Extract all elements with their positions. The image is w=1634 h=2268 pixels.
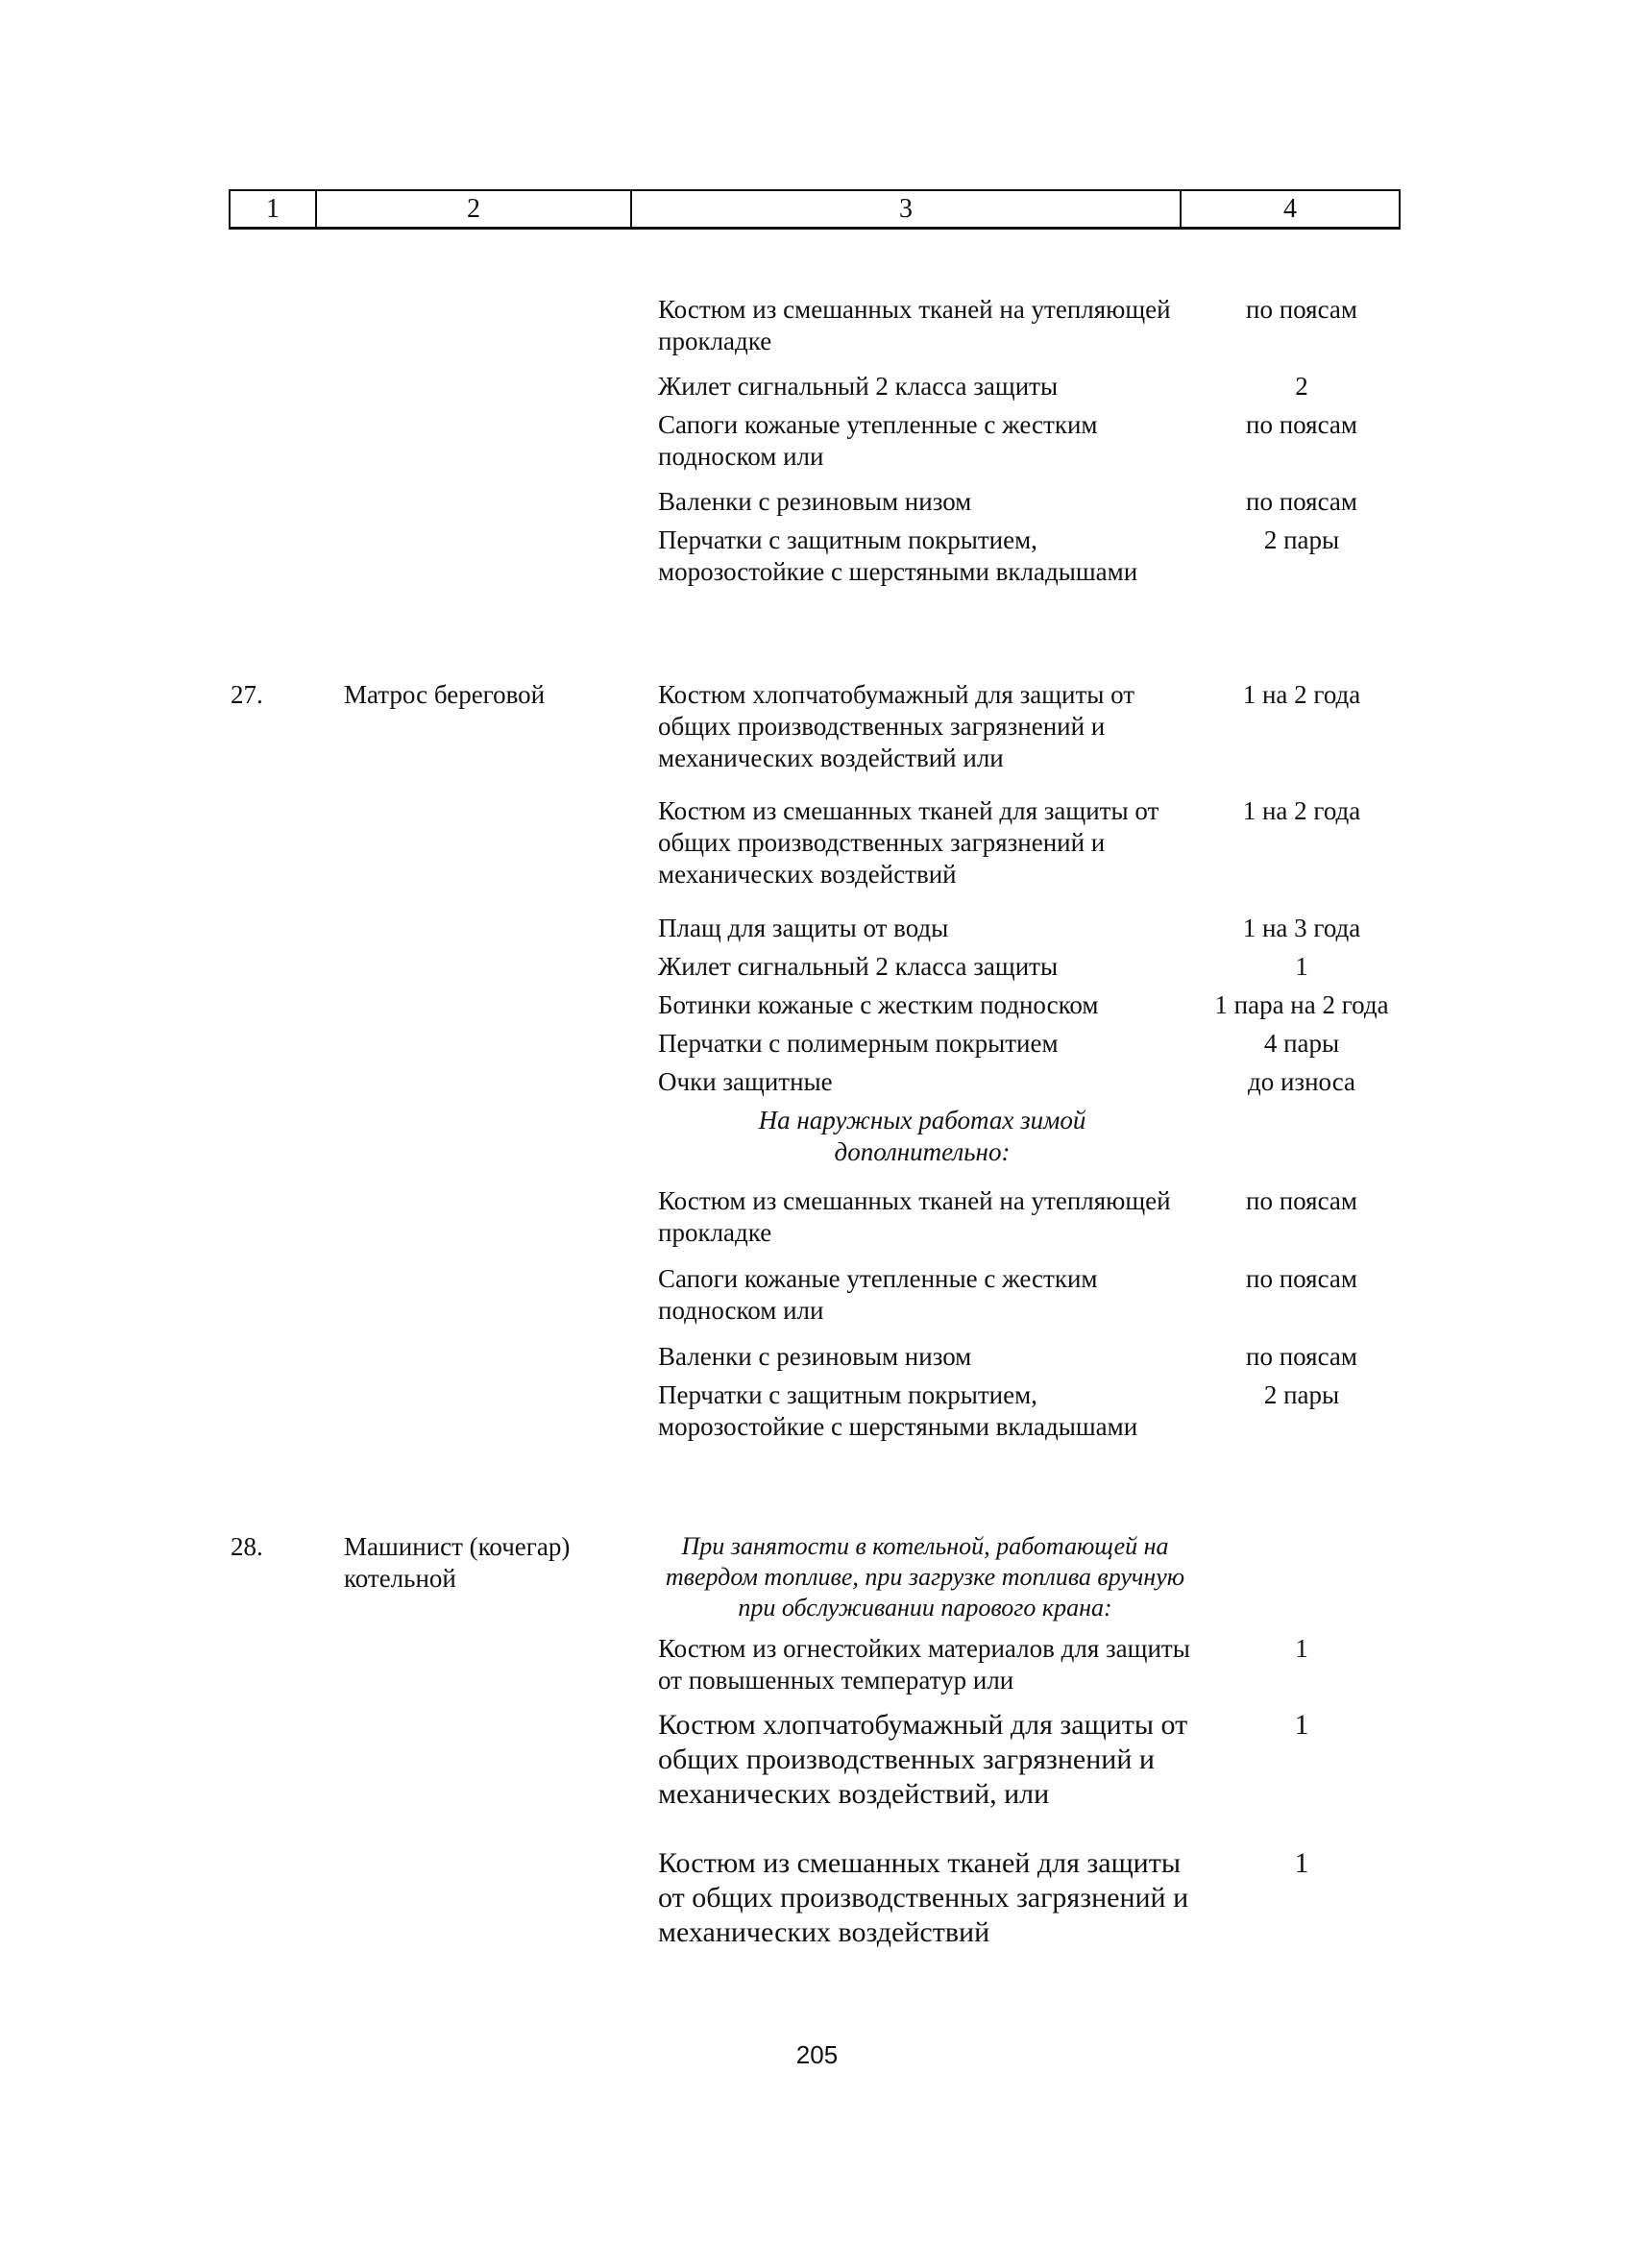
- winter-note: На наружных работах зимой дополнительно:: [758, 1106, 1086, 1166]
- item-name: Костюм из огнестойких материалов для защиты от повышенных температур или: [658, 1634, 1190, 1695]
- item-name: Сапоги кожаные утепленные с жестким подноском или: [658, 1264, 1098, 1325]
- item-qty: 1 на 2 года: [1242, 796, 1361, 825]
- item-name: Перчатки с защитным покрытием, морозостойкие с шерстяными вкладышами: [658, 1380, 1138, 1441]
- item-name: Сапоги кожаные утепленные с жестким подноском или: [658, 410, 1098, 471]
- item-qty: 1 пара на 2 года: [1214, 990, 1389, 1019]
- item-name: Костюм хлопчатобумажный для защиты от общих производственных загрязнений и механических воздействий, или: [658, 1709, 1188, 1810]
- item-name: Костюм из смешанных тканей на утепляющей прокладке: [658, 295, 1171, 355]
- item-qty: по поясам: [1246, 410, 1357, 439]
- item-qty: 1: [1295, 1634, 1308, 1663]
- item-qty: 2: [1295, 372, 1308, 401]
- item-qty: 4 пары: [1263, 1029, 1340, 1058]
- table-header: [229, 189, 1401, 230]
- row-number: 28.: [231, 1532, 263, 1561]
- item-name: Костюм из смешанных тканей для защиты от общих производственных загрязнений и механических воздействий: [658, 1847, 1189, 1948]
- header-col-2: 2: [317, 191, 632, 227]
- item-qty: 1: [1294, 1847, 1309, 1879]
- page-number: 205: [795, 2040, 839, 2069]
- item-qty: 1: [1295, 952, 1308, 981]
- item-qty: 2 пары: [1263, 1380, 1340, 1409]
- item-name: Жилет сигнальный 2 класса защиты: [658, 372, 1059, 401]
- item-qty: 1: [1294, 1709, 1309, 1741]
- profession-name: Машинист (кочегар) котельной: [344, 1532, 571, 1593]
- item-name: Валенки с резиновым низом: [658, 487, 972, 516]
- item-name: Костюм из смешанных тканей на утепляющей прокладке: [658, 1186, 1171, 1247]
- item-qty: до износа: [1247, 1067, 1356, 1096]
- item-qty: по поясам: [1246, 1342, 1357, 1371]
- header-col-1: 1: [231, 191, 317, 227]
- item-name: Очки защитные: [658, 1067, 833, 1096]
- item-name: Перчатки с защитным покрытием, морозостойкие с шерстяными вкладышами: [658, 525, 1138, 586]
- profession-name: Матрос береговой: [344, 680, 546, 709]
- item-qty: по поясам: [1246, 295, 1357, 324]
- condition-note: При занятости в котельной, работающей на твердом топливе, при загрузке топлива вручную при обслуживании парового крана:: [665, 1532, 1185, 1622]
- item-qty: по поясам: [1246, 487, 1357, 516]
- item-name: Костюм хлопчатобумажный для защиты от общих производственных загрязнений и механических воздействий или: [658, 680, 1135, 772]
- item-name: Валенки с резиновым низом: [658, 1342, 972, 1371]
- item-name: Костюм из смешанных тканей для защиты от общих производственных загрязнений и механических воздействий: [658, 796, 1159, 889]
- header-col-4: 4: [1283, 194, 1297, 224]
- item-name: Плащ для защиты от воды: [658, 914, 949, 942]
- item-name: Перчатки с полимерным покрытием: [658, 1029, 1059, 1058]
- item-qty: 1 на 2 года: [1242, 680, 1361, 709]
- item-qty: 2 пары: [1263, 525, 1340, 554]
- item-qty: 1 на 3 года: [1242, 914, 1361, 942]
- row-number: 27.: [231, 680, 263, 709]
- item-name: Ботинки кожаные с жестким подноском: [658, 990, 1099, 1019]
- item-qty: по поясам: [1246, 1264, 1357, 1293]
- header-col-3: 3: [632, 191, 1182, 227]
- item-qty: по поясам: [1246, 1186, 1357, 1215]
- item-name: Жилет сигнальный 2 класса защиты: [658, 952, 1059, 981]
